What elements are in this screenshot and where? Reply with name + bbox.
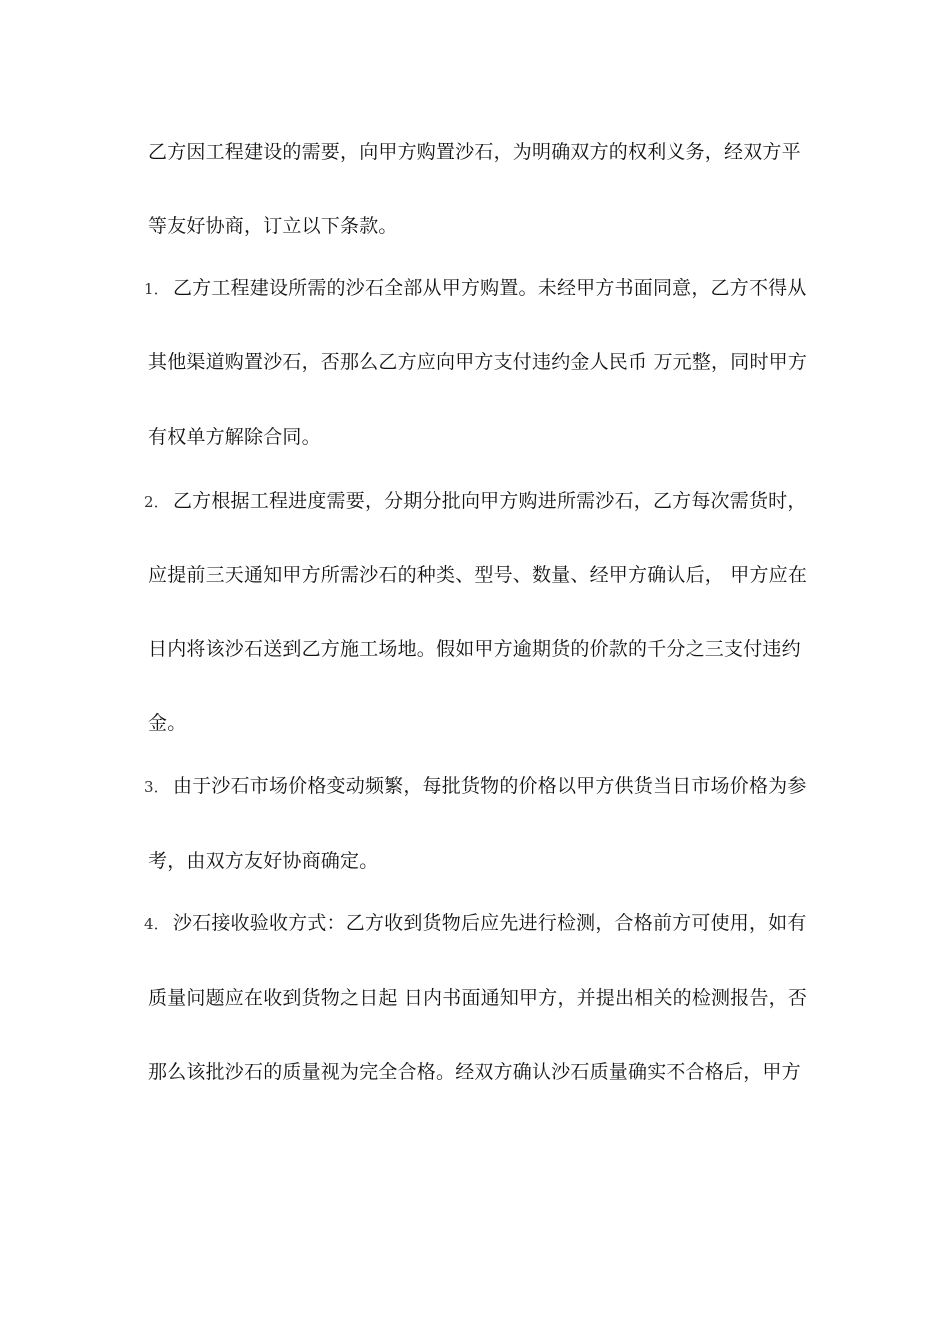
- paragraph-line: [144, 911, 814, 936]
- line-text: 乙方因工程建设的需要，向甲方购置沙石，为明确双方的权利义务，经双方平: [148, 141, 801, 163]
- line-text: 乙方工程建设所需的沙石全部从甲方购置。未经甲方书面同意，乙方不得从: [172, 277, 807, 299]
- clause-number: 4．: [144, 915, 169, 933]
- paragraph-line: [144, 849, 814, 874]
- clause-number: 2．: [144, 493, 169, 511]
- paragraph-line: [144, 986, 814, 1011]
- paragraph-line: [144, 214, 814, 239]
- line-text: 等友好协商，订立以下条款。: [148, 215, 398, 237]
- clause-number: 3．: [144, 778, 169, 796]
- line-text: 质量问题应在收到货物之日起 日内书面通知甲方，并提出相关的检测报告，否: [148, 987, 808, 1009]
- paragraph-line: [144, 711, 814, 736]
- line-text: 其他渠道购置沙石，否那么乙方应向甲方支付违约金人民币 万元整，同时甲方: [148, 351, 808, 373]
- line-text: 由于沙石市场价格变动频繁，每批货物的价格以甲方供货当日市场价格为参: [172, 775, 807, 797]
- paragraph-line: [144, 276, 814, 301]
- paragraph-line: [144, 425, 814, 450]
- paragraph-line: [144, 140, 814, 165]
- line-text: 金。: [148, 712, 187, 734]
- paragraph-line: [144, 1060, 814, 1085]
- line-text: 日内将该沙石送到乙方施工场地。假如甲方逾期货的价款的千分之三支付违约: [148, 638, 801, 660]
- line-text: 乙方根据工程进度需要，分期分批向甲方购进所需沙石，乙方每次需货时，: [172, 490, 807, 512]
- clause-number: 1．: [144, 280, 169, 298]
- paragraph-line: [144, 774, 814, 799]
- paragraph-line: [144, 637, 814, 662]
- line-text: 考，由双方友好协商确定。: [148, 850, 379, 872]
- line-text: 沙石接收验收方式：乙方收到货物后应先进行检测，合格前方可使用，如有: [172, 912, 807, 934]
- line-text: 那么该批沙石的质量视为完全合格。经双方确认沙石质量确实不合格后，甲方: [148, 1061, 801, 1083]
- paragraph-line: [144, 350, 814, 375]
- paragraph-line: [144, 563, 814, 588]
- paragraph-line: [144, 489, 814, 514]
- line-text: 应提前三天通知甲方所需沙石的种类、型号、数量、经甲方确认后， 甲方应在: [148, 564, 808, 586]
- line-text: 有权单方解除合同。: [148, 426, 321, 448]
